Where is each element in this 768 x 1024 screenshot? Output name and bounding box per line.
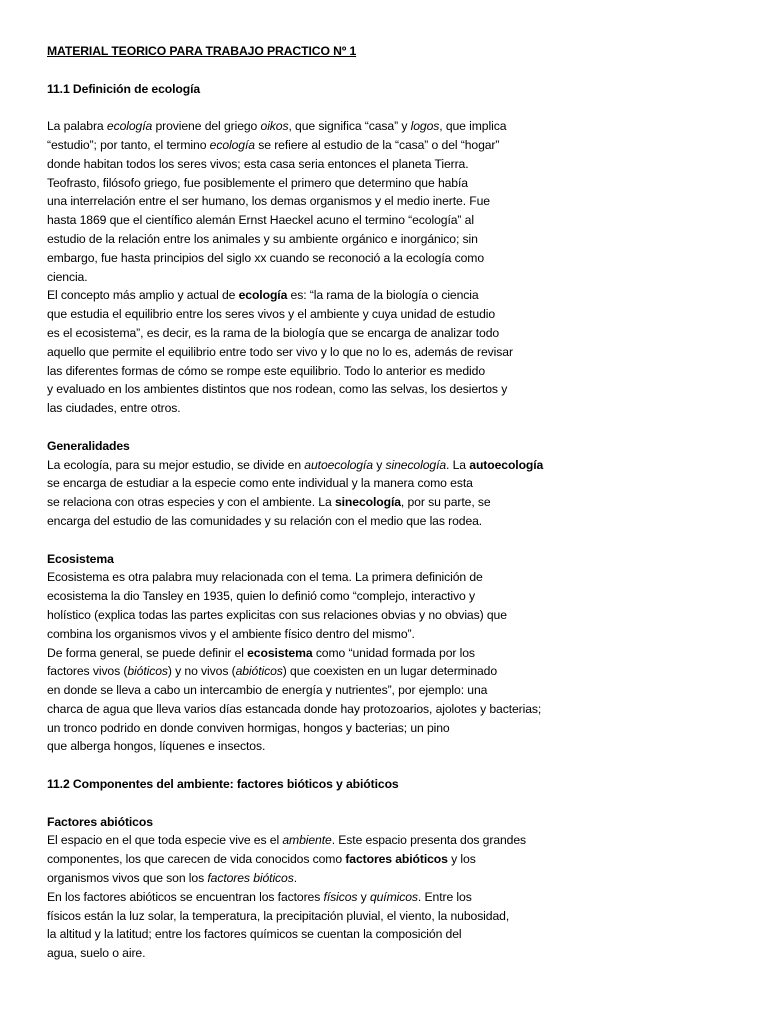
italic-term: abióticos xyxy=(235,664,283,679)
bold-term: factores abióticos xyxy=(345,852,448,867)
text-run: y xyxy=(357,889,370,904)
text-run: ciencia. xyxy=(47,269,88,284)
text-run: combina los organismos vivos y el ambiente físico dentro del mismo”. xyxy=(47,626,415,641)
section-heading: Factores abióticos xyxy=(47,814,153,829)
paragraph-line xyxy=(47,568,747,587)
text-run: y xyxy=(372,457,386,472)
text-run: se refiere al estudio de la “casa” o del “hogar” xyxy=(254,137,500,152)
paragraph-line xyxy=(47,662,747,681)
italic-term: físicos xyxy=(323,889,358,904)
spacer xyxy=(47,98,747,117)
paragraph-line xyxy=(47,625,747,644)
spacer xyxy=(47,531,747,550)
document-body xyxy=(47,80,747,982)
paragraph-line xyxy=(47,681,747,700)
text-run: charca de agua que lleva varios días estancada donde hay protozoarios, ajolotes y bacterias; xyxy=(47,701,542,716)
text-run: una interrelación entre el ser humano, los demas organismos y el medio inerte. Fue xyxy=(47,194,490,209)
paragraph-line xyxy=(47,719,747,738)
paragraph-line xyxy=(47,399,747,418)
text-run: y evaluado en los ambientes distintos que nos rodean, como las selvas, los desiertos y xyxy=(47,382,508,397)
text-run: se relaciona con otras especies y con el ambiente. La xyxy=(47,495,335,510)
paragraph-line xyxy=(47,606,747,625)
text-run: organismos vivos que son los xyxy=(47,871,208,886)
paragraph-line xyxy=(47,831,747,850)
section-heading: 11.2 Componentes del ambiente: factores bióticos y abióticos xyxy=(47,777,399,792)
text-run: El concepto más amplio y actual de xyxy=(47,288,239,303)
text-run: encarga del estudio de las comunidades y su relación con el medio que las rodea. xyxy=(47,513,483,528)
paragraph-line xyxy=(47,249,747,268)
paragraph-line xyxy=(47,456,747,475)
paragraph-line xyxy=(47,850,747,869)
italic-term: ecología xyxy=(209,137,255,152)
text-run: en donde se lleva a cabo un intercambio de energía y nutrientes”, por ejemplo: una xyxy=(47,683,488,698)
bold-term: ecosistema xyxy=(247,645,313,660)
text-run: factores vivos ( xyxy=(47,664,128,679)
italic-term: factores bióticos xyxy=(207,871,294,886)
paragraph-line xyxy=(47,268,747,287)
text-run: las diferentes formas de cómo se rompe este equilibrio. Todo lo anterior es medido xyxy=(47,363,486,378)
spacer xyxy=(47,756,747,775)
text-run: embargo, fue hasta principios del siglo xx cuando se reconoció a la ecología como xyxy=(47,250,485,265)
text-run: componentes, los que carecen de vida conocidos como xyxy=(47,852,346,867)
text-run: es el ecosistema”, es decir, es la rama de la biología que se encarga de analizar todo xyxy=(47,325,500,340)
text-run: las ciudades, entre otros. xyxy=(47,401,181,416)
text-run: hasta 1869 que el científico alemán Ernst Haeckel acuno el termino “ecología” al xyxy=(47,213,474,228)
section-heading: Ecosistema xyxy=(47,551,114,566)
paragraph-line xyxy=(47,305,747,324)
paragraph-line xyxy=(47,211,747,230)
section-heading: Generalidades xyxy=(47,438,130,453)
paragraph-line xyxy=(47,324,747,343)
italic-term: ambiente xyxy=(282,833,332,848)
text-run: es: “la rama de la biología o ciencia xyxy=(287,288,479,303)
text-run: , que significa “casa” y xyxy=(288,119,411,134)
text-run: “estudio”; por tanto, el termino xyxy=(47,137,210,152)
text-run: proviene del griego xyxy=(152,119,261,134)
paragraph-line xyxy=(47,474,747,493)
paragraph-line xyxy=(47,117,747,136)
paragraph-line xyxy=(47,944,747,963)
text-run: El espacio en el que toda especie vive es el xyxy=(47,833,283,848)
italic-term: bióticos xyxy=(127,664,168,679)
text-run: La palabra xyxy=(47,119,107,134)
text-run: . Entre los xyxy=(417,889,472,904)
paragraph-line xyxy=(47,362,747,381)
text-run: . xyxy=(293,871,298,886)
italic-term: logos xyxy=(410,119,440,134)
spacer xyxy=(47,963,747,982)
text-run: De forma general, se puede definir el xyxy=(47,645,248,660)
document-title: MATERIAL TEORICO PARA TRABAJO PRACTICO Nº 1 xyxy=(47,44,357,58)
text-run: un tronco podrido en donde conviven hormigas, hongos y bacterias; un pino xyxy=(47,720,450,735)
italic-term: sinecología xyxy=(385,457,447,472)
bold-term: ecología xyxy=(238,288,288,303)
paragraph-line xyxy=(47,192,747,211)
text-run: estudio de la relación entre los animales y su ambiente orgánico e inorgánico; sin xyxy=(47,231,478,246)
text-run: donde habitan todos los seres vivos; esta casa seria entonces el planeta Tierra. xyxy=(47,156,469,171)
text-run: ) y no vivos ( xyxy=(167,664,236,679)
paragraph-line xyxy=(47,587,747,606)
italic-term: oikos xyxy=(260,119,289,134)
paragraph-line xyxy=(47,925,747,944)
spacer xyxy=(47,61,747,80)
paragraph-line xyxy=(47,737,747,756)
italic-term: autoecología xyxy=(304,457,373,472)
text-run: , que implica xyxy=(439,119,507,134)
text-run: . Este espacio presenta dos grandes xyxy=(331,833,527,848)
paragraph-line xyxy=(47,644,747,663)
spacer xyxy=(47,418,747,437)
paragraph-line xyxy=(47,907,747,926)
paragraph-line xyxy=(47,512,747,531)
text-run: , por su parte, se xyxy=(400,495,491,510)
text-run: ) que coexisten en un lugar determinado xyxy=(282,664,498,679)
paragraph-line xyxy=(47,286,747,305)
text-run: que alberga hongos, líquenes e insectos. xyxy=(47,739,266,754)
paragraph-line xyxy=(47,493,747,512)
paragraph-line xyxy=(47,230,747,249)
text-run: y los xyxy=(447,852,476,867)
text-run: En los factores abióticos se encuentran los factores xyxy=(47,889,324,904)
text-run: Ecosistema es otra palabra muy relacionada con el tema. La primera definición de xyxy=(47,570,483,585)
italic-term: químicos xyxy=(369,889,418,904)
text-run: como “unidad formada por los xyxy=(312,645,475,660)
text-run: agua, suelo o aire. xyxy=(47,946,146,961)
text-run: la altitud y la latitud; entre los factores químicos se cuentan la composición del xyxy=(47,927,462,942)
text-run: aquello que permite el equilibrio entre todo ser vivo y lo que no lo es, además de revisar xyxy=(47,344,513,359)
section-heading: 11.1 Definición de ecología xyxy=(47,81,201,96)
text-run: La ecología, para su mejor estudio, se divide en xyxy=(47,457,305,472)
spacer xyxy=(47,794,747,813)
text-run: ecosistema la dio Tansley en 1935, quien lo definió como “complejo, interactivo y xyxy=(47,589,475,604)
italic-term: ecología xyxy=(106,119,153,134)
text-run: . La xyxy=(446,457,470,472)
paragraph-line xyxy=(47,869,747,888)
document-page xyxy=(47,42,747,982)
text-run: holístico (explica todas las partes explicitas con sus relaciones obvias y no obvias) que xyxy=(47,607,507,622)
paragraph-line xyxy=(47,136,747,155)
paragraph-line xyxy=(47,700,747,719)
bold-term: autoecología xyxy=(469,457,544,472)
paragraph-line xyxy=(47,174,747,193)
paragraph-line xyxy=(47,343,747,362)
paragraph-line xyxy=(47,888,747,907)
text-run: físicos están la luz solar, la temperatura, la precipitación pluvial, el viento, la nubosidad, xyxy=(47,908,510,923)
text-run: Teofrasto, filósofo griego, fue posiblemente el primero que determino que había xyxy=(47,175,468,190)
paragraph-line xyxy=(47,155,747,174)
bold-term: sinecología xyxy=(334,495,401,510)
paragraph-line xyxy=(47,380,747,399)
text-run: que estudia el equilibrio entre los seres vivos y el ambiente y cuya unidad de estudio xyxy=(47,307,496,322)
text-run: se encarga de estudiar a la especie como ente individual y la manera como esta xyxy=(47,476,473,491)
